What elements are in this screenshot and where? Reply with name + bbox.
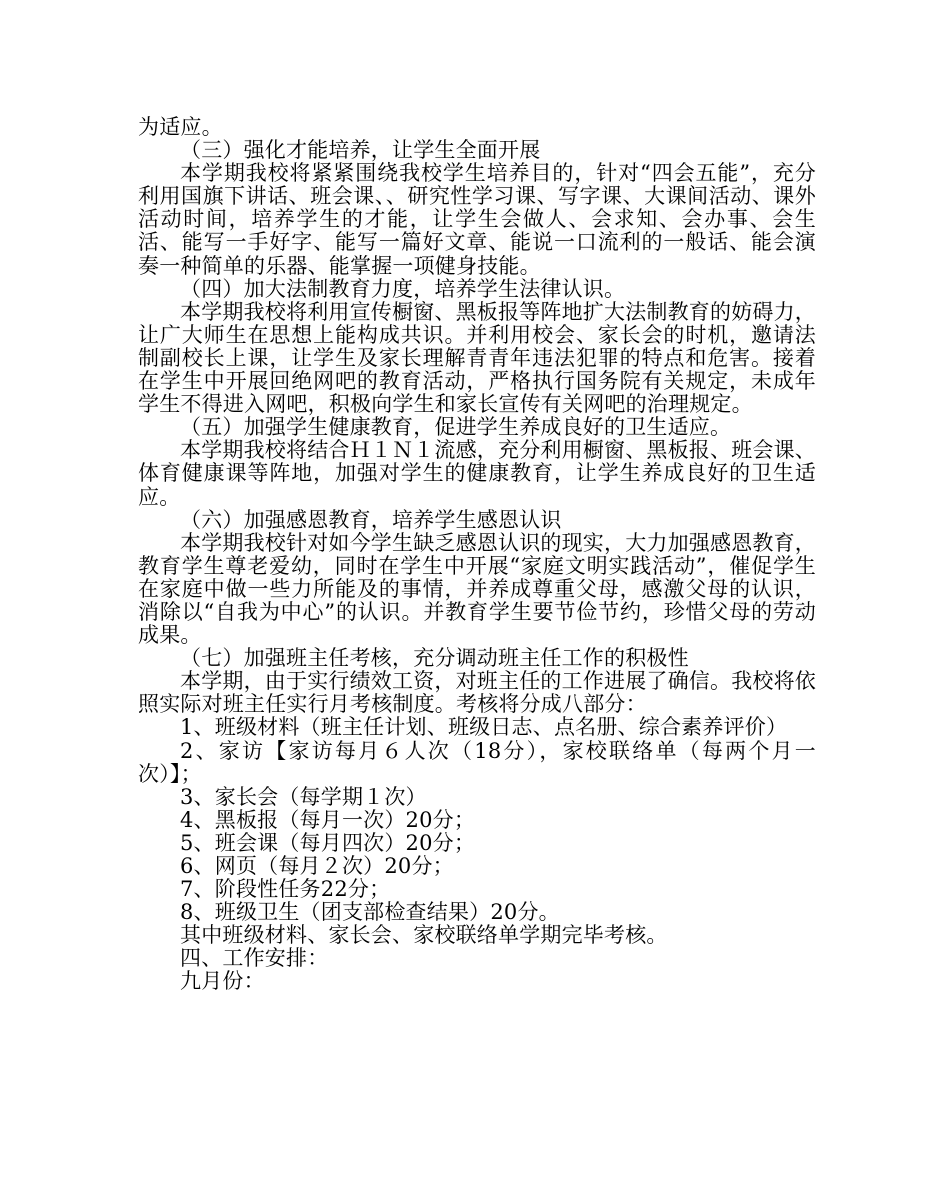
paragraph-ability-training: 本学期我校将紧紧围绕我校学生培养目的，针对“四会五能”，充分利用国旗下讲话、班会课、、研究性学习课、写字课、大课间活动、课外活动时间，培养学生的才能，让学生会做人、会求知、会办事、会生活、能写一手好字、能写一篇好文章、能说一口流利的一般话、能会演奏一种简单的乐器、能掌握一项健身技能。 [138,161,816,278]
list-item-5: 5、班会课（每月四次）20分； [180,830,476,855]
section-heading-7: （七）加强班主任考核，充分调动班主任工作的积极性 [180,646,689,671]
section-heading-5: （五）加强学生健康教育，促进学生养成良好的卫生适应。 [180,415,732,440]
section-heading-6: （六）加强感恩教育，培养学生感恩认识 [180,507,562,532]
section-heading-4: （四）加大法制教育力度，培养学生法律认识。 [180,276,626,301]
paragraph-gratitude-education: 本学期我校针对如今学生缺乏感恩认识的现实，大力加强感恩教育，教育学生尊老爱幼，同时在学生中开展“家庭文明实践活动”，催促学生在家庭中做一些力所能及的事情，并养成尊重父母，感激父母的认识，消除以“自我为中心”的认识。并教育学生要节俭节约，珍惜父母的劳动成果。 [138,530,816,648]
section-heading-work-schedule: 四、工作安排： [180,946,329,971]
paragraph-continuation: 为适应。 [138,115,223,139]
section-heading-3: （三）强化才能培养，让学生全面开展 [180,138,541,163]
list-item-2: 2、家访【家访每月６人次（18分），家校联络单（每两个月一次）】； [138,738,816,786]
paragraph-assessment-note: 其中班级材料、家长会、家校联络单学期完毕考核。 [180,923,668,948]
list-item-8: 8、班级卫生（团支部检查结果）20分。 [180,900,560,925]
list-item-3: 3、家长会（每学期１次） [180,784,427,809]
paragraph-teacher-assessment: 本学期，由于实行绩效工资，对班主任的工作进展了确信。我校将依照实际对班主任实行月考核制度。考核将分成八部分： [138,669,816,717]
list-item-6: 6、网页（每月２次）20分； [180,854,454,878]
list-item-4: 4、黑板报（每月一次）20分； [180,807,476,832]
list-item-7: 7、阶段性任务22分； [180,877,391,902]
paragraph-health-education: 本学期我校将结合Ｈ１Ｎ１流感，充分利用橱窗、黑板报、班会课、体育健康课等阵地，加强对学生的健康教育，让学生养成良好的卫生适应。 [138,438,816,509]
month-label-september: 九月份： [180,969,265,994]
document-body [138,116,816,994]
paragraph-legal-education: 本学期我校将利用宣传橱窗、黑板报等阵地扩大法制教育的妨碍力，让广大师生在思想上能构成共识。并利用校会、家长会的时机，邀请法制副校长上课，让学生及家长理解青青年违法犯罪的特点和危害。接着在学生中开展回绝网吧的教育活动，严格执行国务院有关规定，未成年学生不得进入网吧，积极向学生和家长宣传有关网吧的治理规定。 [138,299,816,417]
list-item-1: 1、班级材料（班主任计划、班级日志、点名册、综合素养评价） [180,715,788,740]
